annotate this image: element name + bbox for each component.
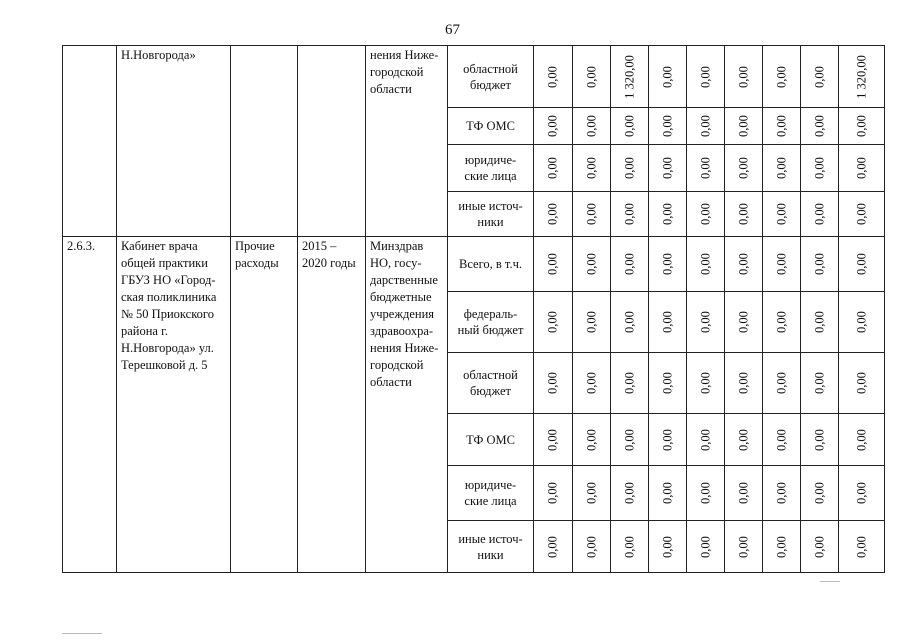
period-cell — [298, 46, 366, 237]
amount-value: 0,00 — [854, 311, 868, 333]
amount-cell — [763, 145, 801, 192]
amount-cell — [611, 108, 649, 145]
amount-value: 0,00 — [622, 482, 636, 504]
amount-value: 0,00 — [812, 115, 826, 137]
funding-source — [448, 292, 534, 353]
amount-cell — [573, 466, 611, 521]
amount-cell — [573, 292, 611, 353]
amount-value: 0,00 — [584, 203, 598, 225]
amount-cell — [725, 353, 763, 414]
amount-cell — [839, 353, 885, 414]
funding-source — [448, 108, 534, 145]
item-number-cell — [63, 46, 117, 237]
amount-value: 0,00 — [774, 115, 788, 137]
amount-value: 0,00 — [622, 311, 636, 333]
amount-cell — [763, 414, 801, 466]
amount-value: 0,00 — [698, 157, 712, 179]
amount-value: 0,00 — [736, 535, 750, 558]
expense-type-cell — [231, 46, 298, 237]
funding-source-label: юридиче- ские лица — [464, 478, 517, 508]
amount-value: 0,00 — [660, 157, 674, 179]
amount-value: 0,00 — [854, 157, 868, 179]
amount-cell — [649, 292, 687, 353]
amount-cell — [839, 521, 885, 573]
amount-cell — [763, 521, 801, 573]
amount-value: 0,00 — [545, 203, 560, 225]
amount-cell — [801, 521, 839, 573]
amount-value: 0,00 — [774, 482, 788, 504]
item-name-cell: Кабинет врача общей практики ГБУЗ НО «Город- ская поликлиника № 50 Приокского района г. Н.Новгорода» ул. Терешковой д. 5 — [117, 237, 231, 573]
amount-cell — [801, 466, 839, 521]
budget-table-wrapper — [62, 45, 885, 573]
amount-cell — [839, 466, 885, 521]
amount-value: 0,00 — [584, 157, 598, 179]
amount-value: 0,00 — [660, 203, 674, 225]
amount-value: 0,00 — [622, 203, 636, 225]
amount-cell — [687, 145, 725, 192]
amount-cell — [611, 414, 649, 466]
amount-cell — [801, 414, 839, 466]
amount-cell — [725, 145, 763, 192]
amount-cell — [573, 108, 611, 145]
amount-cell — [649, 466, 687, 521]
amount-cell — [801, 192, 839, 237]
amount-cell — [687, 237, 725, 292]
amount-cell — [649, 192, 687, 237]
amount-cell — [611, 466, 649, 521]
amount-cell — [839, 237, 885, 292]
amount-value: 0,00 — [736, 65, 750, 88]
funding-source-label: областной бюджет — [463, 61, 518, 92]
amount-cell — [725, 466, 763, 521]
amount-value: 0,00 — [660, 311, 674, 333]
amount-value: 0,00 — [698, 372, 712, 394]
amount-cell — [534, 353, 573, 414]
amount-cell — [534, 237, 573, 292]
amount-value: 0,00 — [812, 65, 826, 88]
amount-cell — [687, 466, 725, 521]
amount-cell — [687, 521, 725, 573]
funding-source-label: областной бюджет — [463, 368, 518, 398]
amount-cell — [611, 145, 649, 192]
amount-value: 0,00 — [584, 482, 598, 504]
amount-cell — [534, 145, 573, 192]
amount-value: 0,00 — [774, 65, 788, 88]
table-row — [63, 237, 885, 292]
amount-value: 0,00 — [812, 203, 826, 225]
amount-cell — [649, 414, 687, 466]
amount-cell — [725, 521, 763, 573]
amount-cell — [763, 292, 801, 353]
amount-value: 0,00 — [774, 311, 788, 333]
amount-cell — [725, 292, 763, 353]
amount-value: 0,00 — [545, 311, 560, 333]
amount-value: 0,00 — [812, 311, 826, 333]
amount-value: 0,00 — [698, 428, 712, 451]
page-number: 67 — [445, 22, 460, 38]
amount-value: 0,00 — [698, 115, 712, 137]
amount-value: 0,00 — [545, 115, 560, 137]
funding-source — [448, 521, 534, 573]
footer-mark — [62, 633, 102, 634]
amount-value: 0,00 — [812, 157, 826, 179]
amount-value: 0,00 — [660, 115, 674, 137]
amount-cell — [801, 145, 839, 192]
amount-cell — [725, 414, 763, 466]
amount-value: 0,00 — [698, 482, 712, 504]
amount-value: 0,00 — [584, 428, 598, 451]
amount-value: 0,00 — [854, 203, 868, 225]
amount-value: 0,00 — [736, 311, 750, 333]
amount-value: 0,00 — [584, 372, 598, 394]
amount-cell — [763, 466, 801, 521]
item-number-cell: 2.6.3. — [63, 237, 117, 573]
amount-cell — [573, 521, 611, 573]
amount-value: 0,00 — [622, 157, 636, 179]
amount-cell — [611, 192, 649, 237]
amount-cell — [839, 46, 885, 108]
amount-value: 0,00 — [584, 253, 598, 275]
amount-cell — [649, 521, 687, 573]
funding-source-label: иные источ- ники — [458, 531, 523, 562]
amount-cell — [611, 292, 649, 353]
amount-value: 0,00 — [698, 311, 712, 333]
amount-value: 0,00 — [584, 115, 598, 137]
amount-cell — [611, 46, 649, 108]
amount-value: 0,00 — [854, 428, 868, 451]
amount-value: 1 320,00 — [622, 54, 636, 99]
amount-cell — [573, 353, 611, 414]
item-name-cell: Н.Новгорода» — [117, 46, 231, 237]
amount-cell — [801, 353, 839, 414]
amount-value: 0,00 — [812, 482, 826, 504]
amount-cell — [611, 237, 649, 292]
amount-value: 0,00 — [545, 372, 560, 394]
amount-cell — [839, 192, 885, 237]
amount-value: 0,00 — [584, 535, 598, 558]
amount-cell — [611, 521, 649, 573]
amount-value: 0,00 — [812, 253, 826, 275]
amount-value: 0,00 — [622, 115, 636, 137]
amount-value: 0,00 — [854, 482, 868, 504]
amount-cell — [725, 192, 763, 237]
amount-cell — [801, 108, 839, 145]
funding-source-label: федераль- ный бюджет — [457, 307, 524, 337]
amount-value: 0,00 — [736, 482, 750, 504]
funding-source — [448, 237, 534, 292]
amount-value: 0,00 — [812, 535, 826, 558]
amount-cell — [534, 414, 573, 466]
amount-cell — [534, 521, 573, 573]
funding-source-label: ТФ ОМС — [466, 119, 515, 133]
amount-cell — [534, 46, 573, 108]
amount-cell — [687, 192, 725, 237]
amount-cell — [839, 414, 885, 466]
amount-value: 0,00 — [545, 253, 560, 275]
amount-value: 0,00 — [660, 482, 674, 504]
amount-value: 1 320,00 — [854, 54, 868, 99]
amount-cell — [687, 353, 725, 414]
amount-value: 0,00 — [774, 157, 788, 179]
amount-value: 0,00 — [660, 65, 674, 88]
amount-cell — [763, 192, 801, 237]
funding-source-label: юридиче- ские лица — [464, 153, 517, 183]
amount-cell — [573, 145, 611, 192]
amount-cell — [573, 46, 611, 108]
amount-value: 0,00 — [622, 253, 636, 275]
funding-source — [448, 414, 534, 466]
amount-cell — [763, 353, 801, 414]
amount-value: 0,00 — [545, 157, 560, 179]
amount-cell — [534, 292, 573, 353]
amount-value: 0,00 — [545, 535, 560, 558]
table-row — [63, 46, 885, 108]
amount-cell — [611, 353, 649, 414]
amount-cell — [725, 237, 763, 292]
amount-cell — [763, 108, 801, 145]
amount-value: 0,00 — [854, 535, 868, 558]
amount-cell — [649, 145, 687, 192]
amount-cell — [687, 414, 725, 466]
amount-cell — [839, 145, 885, 192]
amount-cell — [725, 46, 763, 108]
amount-cell — [649, 108, 687, 145]
amount-value: 0,00 — [660, 372, 674, 394]
responsible-cell: Минздрав НО, госу- дарственные бюджетные учреждения здравоохра- нения Ниже- городской области — [366, 237, 448, 573]
footer-mark — [820, 581, 840, 582]
amount-value: 0,00 — [736, 253, 750, 275]
amount-cell — [687, 108, 725, 145]
amount-value: 0,00 — [698, 535, 712, 558]
amount-cell — [573, 192, 611, 237]
amount-value: 0,00 — [545, 482, 560, 504]
amount-value: 0,00 — [660, 428, 674, 451]
amount-value: 0,00 — [622, 372, 636, 394]
amount-value: 0,00 — [736, 115, 750, 137]
amount-value: 0,00 — [698, 65, 712, 88]
amount-cell — [573, 237, 611, 292]
amount-value: 0,00 — [812, 428, 826, 451]
funding-source — [448, 145, 534, 192]
amount-value: 0,00 — [736, 203, 750, 225]
amount-cell — [534, 466, 573, 521]
amount-cell — [687, 292, 725, 353]
amount-value: 0,00 — [736, 157, 750, 179]
amount-cell — [839, 292, 885, 353]
funding-source-label: иные источ- ники — [458, 199, 523, 229]
amount-cell — [801, 46, 839, 108]
amount-cell — [534, 192, 573, 237]
amount-cell — [649, 237, 687, 292]
amount-value: 0,00 — [660, 253, 674, 275]
amount-value: 0,00 — [698, 253, 712, 275]
amount-cell — [649, 353, 687, 414]
amount-cell — [534, 108, 573, 145]
funding-source — [448, 466, 534, 521]
amount-value: 0,00 — [812, 372, 826, 394]
funding-source — [448, 46, 534, 108]
amount-value: 0,00 — [854, 253, 868, 275]
amount-value: 0,00 — [854, 372, 868, 394]
expense-type-cell: Прочие расходы — [231, 237, 298, 573]
amount-value: 0,00 — [545, 428, 560, 451]
amount-value: 0,00 — [584, 65, 598, 88]
amount-value: 0,00 — [622, 535, 636, 558]
funding-source-label: Всего, в т.ч. — [459, 257, 522, 271]
amount-value: 0,00 — [660, 535, 674, 558]
amount-value: 0,00 — [774, 203, 788, 225]
amount-cell — [763, 237, 801, 292]
amount-cell — [839, 108, 885, 145]
amount-cell — [801, 292, 839, 353]
amount-cell — [687, 46, 725, 108]
funding-source — [448, 353, 534, 414]
amount-value: 0,00 — [774, 253, 788, 275]
amount-value: 0,00 — [698, 203, 712, 225]
amount-value: 0,00 — [774, 372, 788, 394]
amount-cell — [649, 46, 687, 108]
amount-value: 0,00 — [736, 428, 750, 451]
responsible-cell: нения Ниже- городской области — [366, 46, 448, 237]
amount-cell — [725, 108, 763, 145]
period-cell: 2015 – 2020 годы — [298, 237, 366, 573]
amount-value: 0,00 — [854, 115, 868, 137]
funding-source — [448, 192, 534, 237]
amount-value: 0,00 — [584, 311, 598, 333]
amount-cell — [763, 46, 801, 108]
amount-value: 0,00 — [736, 372, 750, 394]
amount-cell — [573, 414, 611, 466]
budget-table — [62, 45, 885, 573]
amount-value: 0,00 — [622, 428, 636, 451]
amount-value: 0,00 — [545, 65, 560, 88]
amount-value: 0,00 — [774, 428, 788, 451]
amount-cell — [801, 237, 839, 292]
funding-source-label: ТФ ОМС — [466, 432, 515, 447]
table-body — [63, 46, 885, 573]
amount-value: 0,00 — [774, 535, 788, 558]
